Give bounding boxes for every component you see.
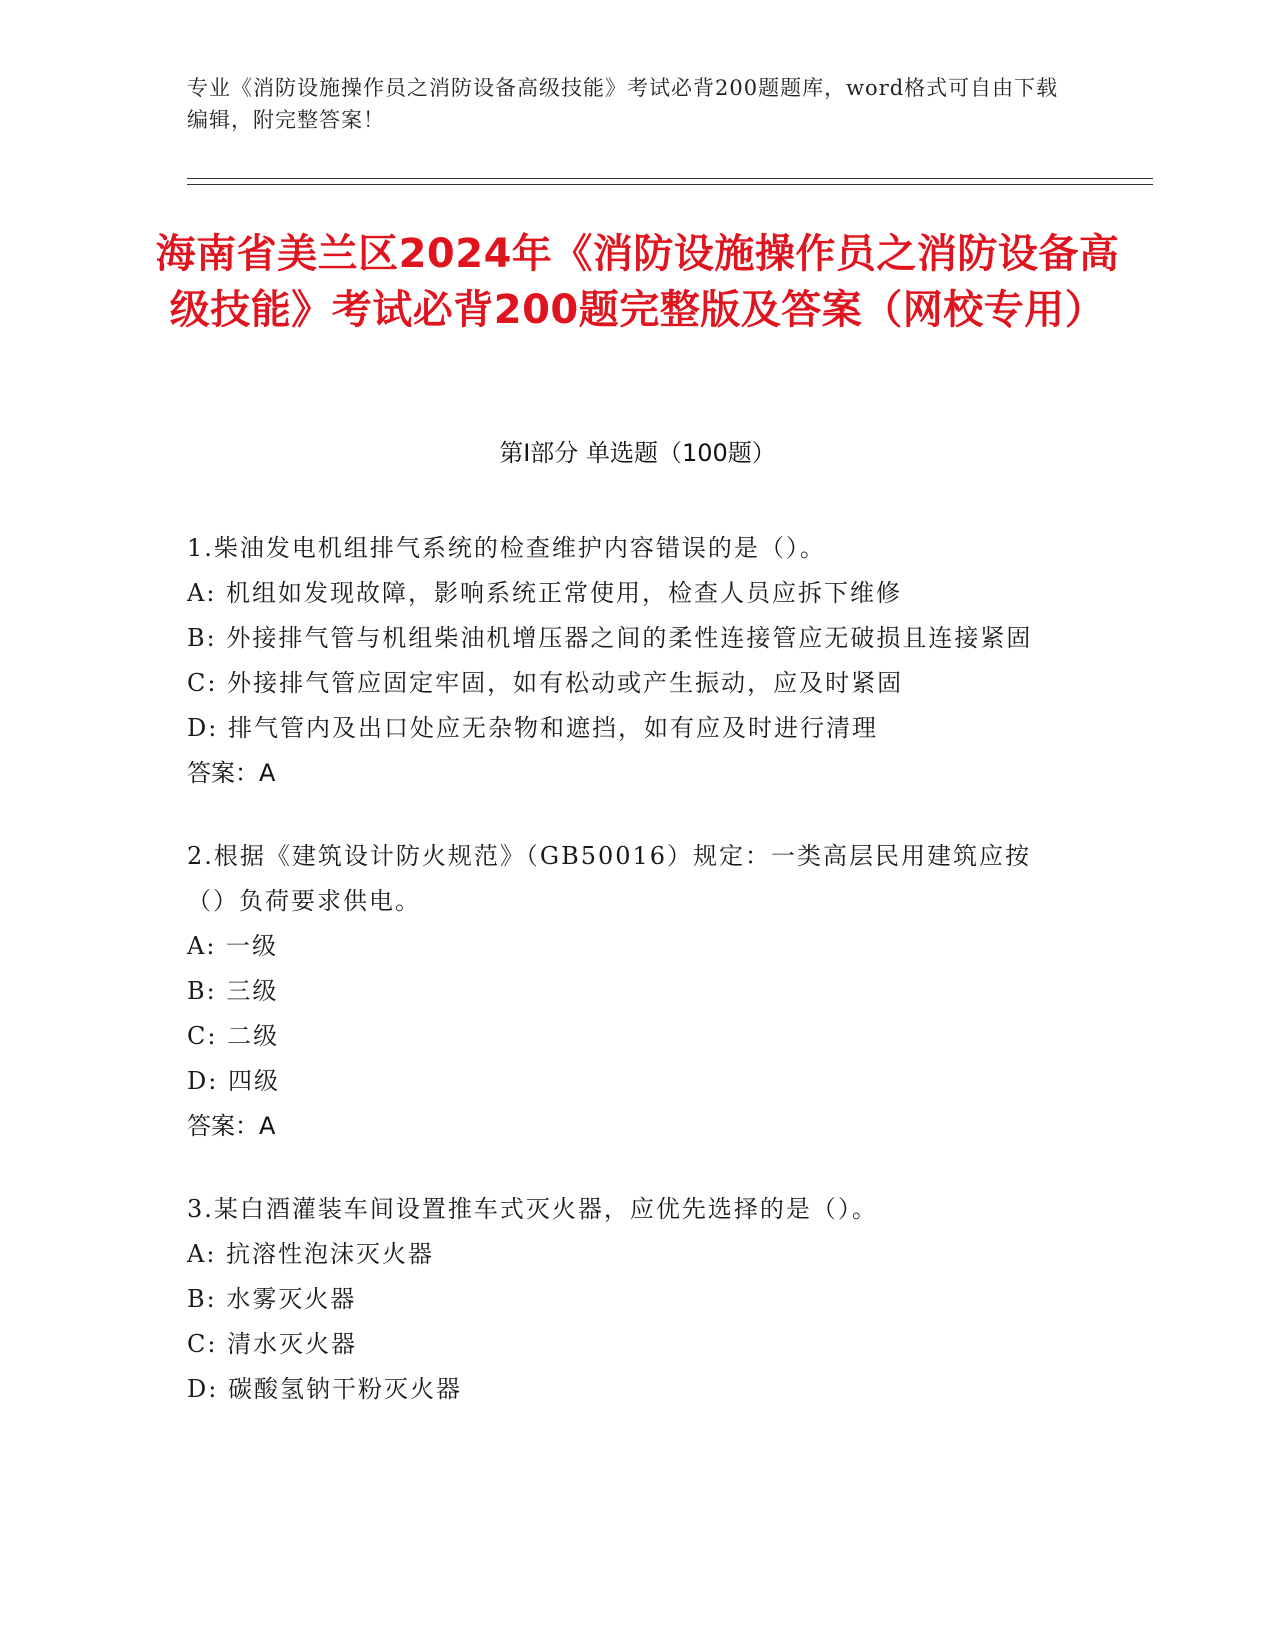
question-2 [187, 834, 1067, 1149]
option-b: B: 外接排气管与机组柴油机增压器之间的柔性连接管应无破损且连接紧固 [187, 624, 1033, 652]
option-b: B: 水雾灭火器 [187, 1285, 357, 1313]
question-stem: 1.柴油发电机组排气系统的检查维护内容错误的是（）。 [187, 534, 826, 562]
option-c: C: 二级 [187, 1022, 280, 1050]
option-d: D: 四级 [187, 1067, 280, 1095]
option-a: A: 一级 [187, 932, 279, 960]
header-note: 专业《消防设施操作员之消防设备高级技能》考试必背200题题库，word格式可自由下载编辑，附完整答案！ [187, 76, 1059, 132]
question-list [187, 526, 1067, 1450]
option-a: A: 抗溶性泡沫灭火器 [187, 1240, 435, 1268]
section-title: 第Ⅰ部分 单选题（100题） [499, 439, 776, 467]
option-d: D: 碳酸氢钠干粉灭火器 [187, 1375, 462, 1403]
question-stem: 3.某白酒灌装车间设置推车式灭火器，应优先选择的是（）。 [187, 1195, 878, 1223]
question-3 [187, 1187, 1067, 1412]
option-b: B: 三级 [187, 977, 279, 1005]
option-a: A: 机组如发现故障，影响系统正常使用，检查人员应拆下维修 [187, 579, 903, 607]
document-title: 海南省美兰区2024年《消防设施操作员之消防设备高级技能》考试必背200题完整版及答案（网校专用） [155, 231, 1120, 333]
header-divider-bottom [187, 184, 1153, 185]
header-divider-top [187, 178, 1153, 179]
question-1 [187, 526, 1067, 796]
answer-line: 答案：A [187, 1112, 276, 1140]
answer-line: 答案：A [187, 759, 276, 787]
question-stem: 2.根据《建筑设计防火规范》（GB50016）规定：一类高层民用建筑应按（）负荷要求供电。 [187, 842, 1032, 915]
option-d: D: 排气管内及出口处应无杂物和遮挡，如有应及时进行清理 [187, 714, 878, 742]
option-c: C: 外接排气管应固定牢固，如有松动或产生振动，应及时紧固 [187, 669, 904, 697]
option-c: C: 清水灭火器 [187, 1330, 358, 1358]
